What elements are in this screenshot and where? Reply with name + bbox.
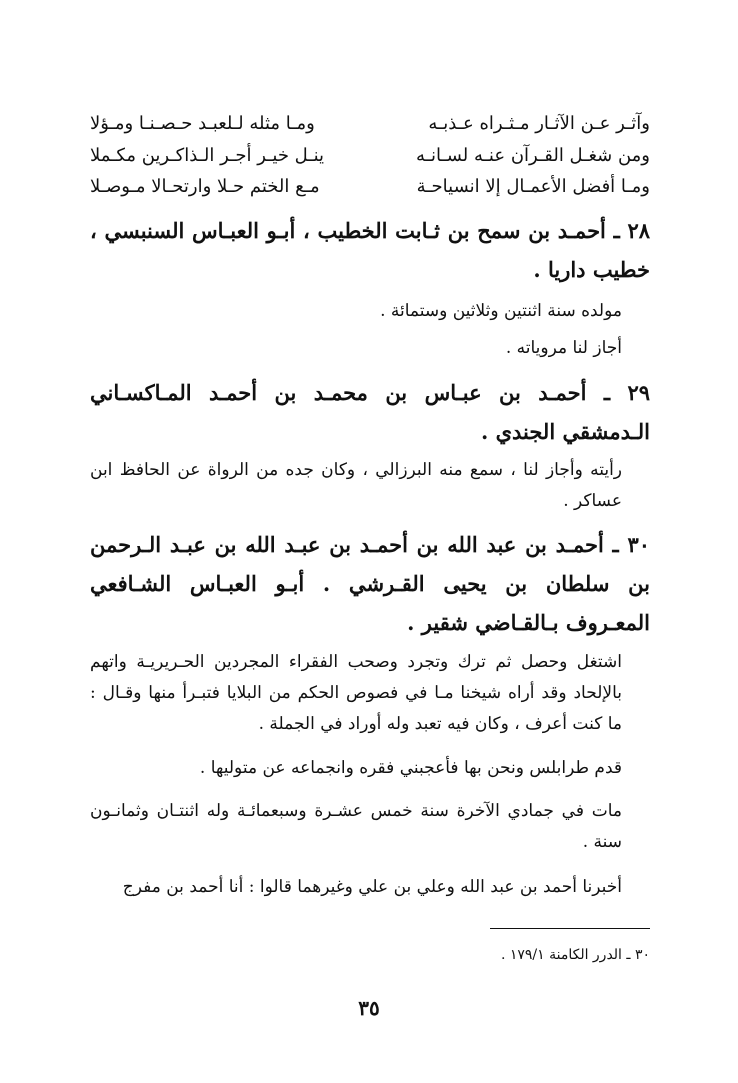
entry-heading-29: ٢٩ ـ أحمـد بن عبـاس بن محمـد بن أحمـد المـاكسـاني الـدمشقي الجندي . bbox=[90, 380, 650, 444]
entry-paragraph: مات في جمادي الآخرة سنة خمس عشـرة وسبعمائـة وله اثنتـان وثمانـون سنة . bbox=[90, 801, 622, 852]
footnote-divider bbox=[490, 928, 650, 929]
entry-paragraph: مولده سنة اثنتين وثلاثين وستمائة . bbox=[380, 301, 622, 321]
poem-verse bbox=[90, 109, 650, 139]
entry-heading-30: ٣٠ ـ أحمـد بن عبد الله بن أحمـد بن عبـد الله بن عبـد الـرحمن بن سلطان بن يحيى القـرشي . أبـو العبـاس الشـافعي المعـروف بـالقـاضي شقير . bbox=[90, 532, 650, 635]
entry-heading-28: ٢٨ ـ أحمـد بن سمح بن ثـابت الخطيب ، أبـو العبـاس السنبسي ، خطيب داريا . bbox=[90, 218, 650, 282]
verse-second-hemistich: ينـل خيـر أجـر الـذاكـرين مكـملا bbox=[90, 145, 325, 166]
poem-verse bbox=[90, 172, 650, 202]
verse-first-hemistich: وآثـر عـن الآثـار مـثـراه عـذبـه bbox=[428, 113, 650, 134]
entry-paragraph: أجاز لنا مروياته . bbox=[505, 338, 622, 358]
entry-paragraph: اشتغل وحصل ثم ترك وتجرد وصحب الفقراء المجردين الحـريريـة واتهم بالإلحاد وقد أراه شيخنا مـا في فصوص الحكم من البلايا فتبـرأ منها وقـال : ما كنت أعرف ، وكان فيه تعبد وله أوراد في الجملة . bbox=[90, 652, 622, 734]
verse-first-hemistich: ومن شغـل القـرآن عنـه لسـانـه bbox=[416, 145, 650, 166]
poem-verse bbox=[90, 141, 650, 171]
entry-paragraph: قدم طرابلس ونحن بها فأعجبني فقره وانجماعه عن متوليها . bbox=[199, 758, 622, 778]
footnote: ٣٠ ـ الدرر الكامنة ١٧٩/١ . bbox=[500, 947, 650, 963]
entry-paragraph: أخبرنا أحمد بن عبد الله وعلي بن علي وغيرهما قالوا : أنا أحمد بن مفرج bbox=[122, 877, 622, 897]
verse-second-hemistich: مـع الختم حـلا وارتحـالا مـوصـلا bbox=[90, 176, 320, 197]
page-number: ٣٥ bbox=[358, 996, 380, 1020]
verse-second-hemistich: ومـا مثله لـلعبـد حـصـنـا ومـؤلا bbox=[90, 113, 315, 134]
entry-paragraph: رأيته وأجاز لنا ، سمع منه البرزالي ، وكان جده من الرواة عن الحافظ ابن عساكر . bbox=[90, 460, 622, 511]
verse-first-hemistich: ومـا أفضل الأعمـال إلا انسياحـة bbox=[416, 176, 650, 197]
